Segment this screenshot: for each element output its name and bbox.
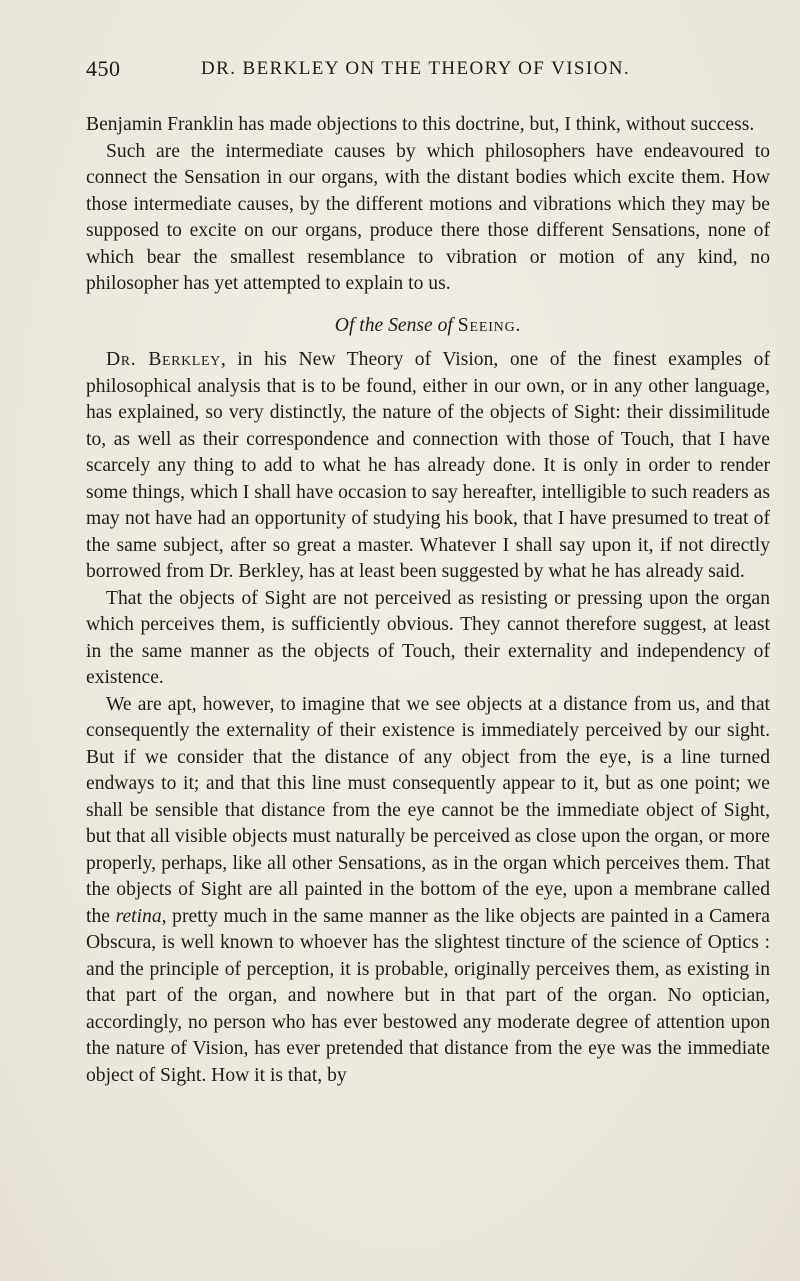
page-number: 450 [86,56,121,81]
section-heading-word: Seeing. [457,314,522,336]
author-name: Dr. Berkley [106,349,221,370]
paragraph-berkley [86,347,770,586]
paragraph-distance-text-b: , pretty much in the same manner as the like objects are painted in a Camera Obscura, is well known to whoever has the slightest tincture of the science of Optics : and the principle of perception, it is probable, originally perceives them, as existing in that part of the organ, and nowhere but in that part of the organ. No optician, accordingly, no person who has ever bestowed any moderate degree of attention upon the nature of Vision, has ever pretended that distance from the eye was the immediate object of Sight. How it is that, by [86,905,771,1086]
paragraph-distance [86,692,770,1090]
body-text [86,112,770,1089]
section-heading [86,313,770,340]
paragraph-distance-text-a: We are apt, however, to imagine that we see objects at a distance from us, and that consequently the externality of their existence is immediately perceived by our sight. But if we consider that the distance of any object from the eye, is a line turned endways to it; and that this line must consequently appear to it, but as one point; we shall be sensible that distance from the eye cannot be the immediate object of Sight, but that all visible objects must naturally be perceived as close upon the organ, or more properly, perhaps, like all other Sensations, as in the organ which perceives them. That the objects of Sight are all painted in the bottom of the eye, upon a membrane called the [86,693,770,927]
paragraph-intermediate-causes: Such are the intermediate causes by which philosophers have endeavoured to connect the Sensation in our organs, with the distant bodies which excite them. How those intermediate causes, by the different motions and vibrations which they may be supposed to excite on our organs, produce there those different Sensations, none of which bear the smallest resemblance to vibration or motion of any kind, no philosopher has yet attempted to explain to us. [86,140,770,294]
paragraph-objects-of-sight: That the objects of Sight are not perceived as resisting or pressing upon the organ which perceives them, is sufficiently obvious. They cannot therefore suggest, at least in the same manner as the objects of Touch, their externality and independency of existence. [86,587,770,688]
paragraph-franklin: Benjamin Franklin has made objections to this doctrine, but, I think, without success. [86,114,755,135]
section-heading-prefix: Of the Sense of [334,314,453,336]
retina-term: retina [115,905,162,927]
running-head: DR. BERKLEY ON THE THEORY OF VISION. [201,58,631,79]
page-header [86,56,766,86]
paragraph-berkley-text: , in his New Theory of Vision, one of the finest examples of philosophical analysis that is to be found, either in our own, or in any other language, has explained, so very distinctly, the nature of the objects of Sight: their dissimilitude to, as well as their correspondence and connection with those of Touch, that I have scarcely any thing to add to what he has already done. It is only in order to render some things, which I shall have occasion to say hereafter, intelligible to such readers as may not have had an opportunity of studying his book, that I have presumed to treat of the same subject, after so great a master. Whatever I shall say upon it, if not directly borrowed from Dr. Berkley, has at least been suggested by what he has already said. [86,349,770,582]
